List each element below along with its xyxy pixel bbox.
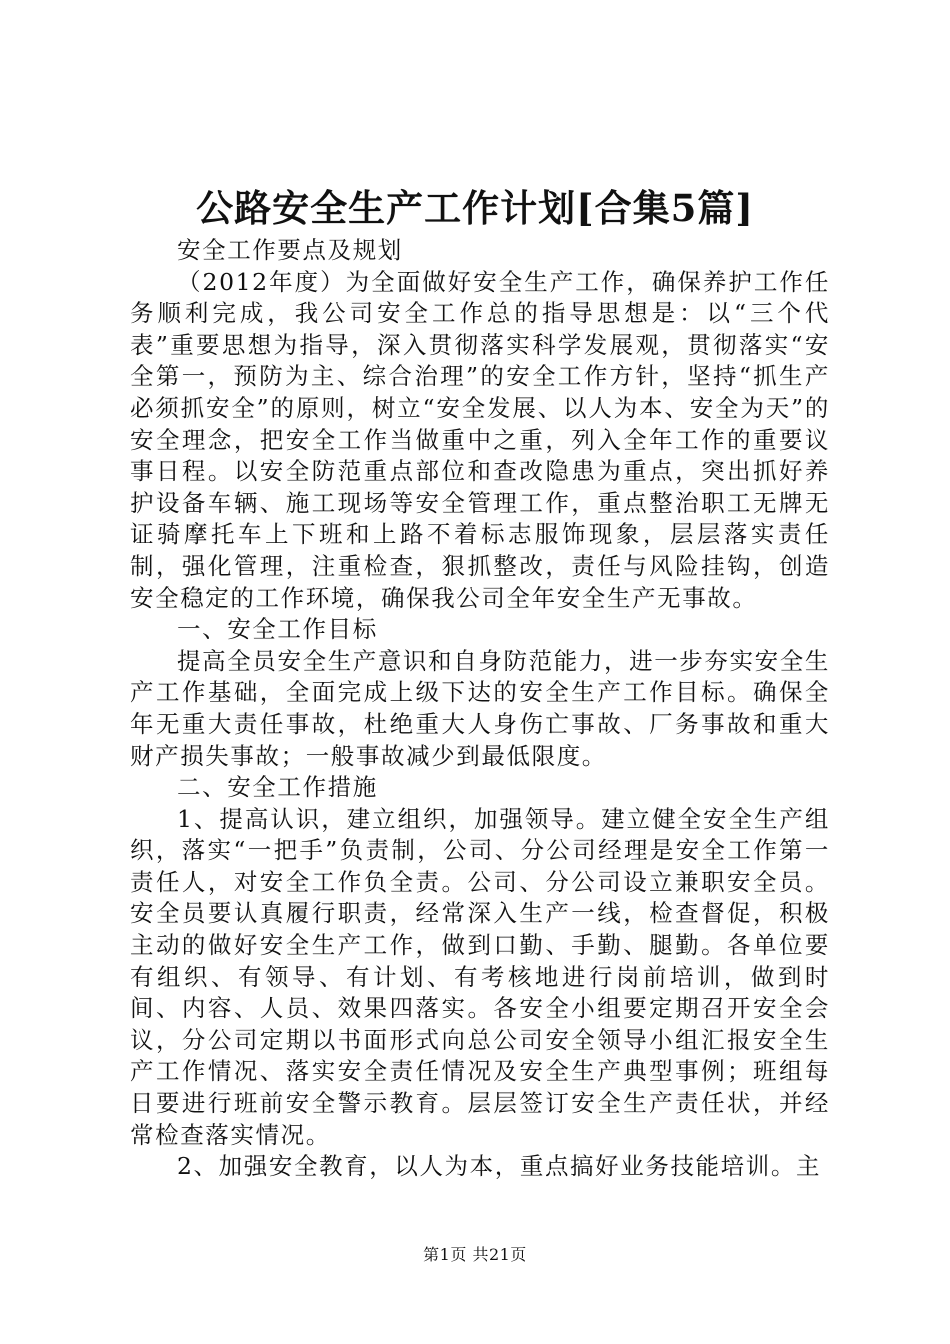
section-heading-measures: 二、安全工作措施 (177, 773, 378, 802)
paragraph-measure-2: 2、加强安全教育，以人为本，重点搞好业务技能培训。主 (177, 1152, 822, 1181)
section-heading-goals: 一、安全工作目标 (177, 615, 378, 644)
document-body (130, 235, 830, 1183)
paragraph-measure-1: 1、提高认识，建立组织，加强领导。建立健全安全生产组织，落实“一把手”负责制，公司、分公司经理是安全工作第一责任人，对安全工作负全责。公司、分公司设立兼职安全员。安全员要认真履行职责，经常深入生产一线，检查督促，积极主动的做好安全生产工作，做到口勤、手勤、腿勤。各单位要有组织、有领导、有计划、有考核地进行岗前培训，做到时间、内容、人员、效果四落实。各安全小组要定期召开安全会议，分公司定期以书面形式向总公司安全领导小组汇报安全生产工作情况、落实安全责任情况及安全生产典型事例；班组每日要进行班前安全警示教育。层层签订安全生产责任状，并经常检查落实情况。 (130, 804, 830, 1149)
paragraph-goals: 提高全员安全生产意识和自身防范能力，进一步夯实安全生产工作基础，全面完成上级下达的安全生产工作目标。确保全年无重大责任事故，杜绝重大人身伤亡事故、厂务事故和重大财产损失事故；一般事故减少到最低限度。 (130, 646, 830, 770)
page-indicator: 第1页 共21页 (423, 1245, 527, 1264)
paragraph-guiding-thought: （2012年度）为全面做好安全生产工作，确保养护工作任务顺利完成，我公司安全工作总的指导思想是：以“三个代表”重要思想为指导，深入贯彻落实科学发展观，贯彻落实“安全第一，预防为主、综合治理”的安全工作方针，坚持“抓生产必须抓安全”的原则，树立“安全发展、以人为本、安全为天”的安全理念，把安全工作当做重中之重，列入全年工作的重要议事日程。以安全防范重点部位和查改隐患为重点，突出抓好养护设备车辆、施工现场等安全管理工作，重点整治职工无牌无证骑摩托车上下班和上路不着标志服饰现象，层层落实责任制，强化管理，注重检查，狠抓整改，责任与风险挂钩，创造安全稳定的工作环境，确保我公司全年安全生产无事故。 (130, 267, 830, 612)
section-heading-intro: 安全工作要点及规划 (177, 236, 403, 264)
document-title: 公路安全生产工作计划[合集5篇] (196, 186, 754, 230)
